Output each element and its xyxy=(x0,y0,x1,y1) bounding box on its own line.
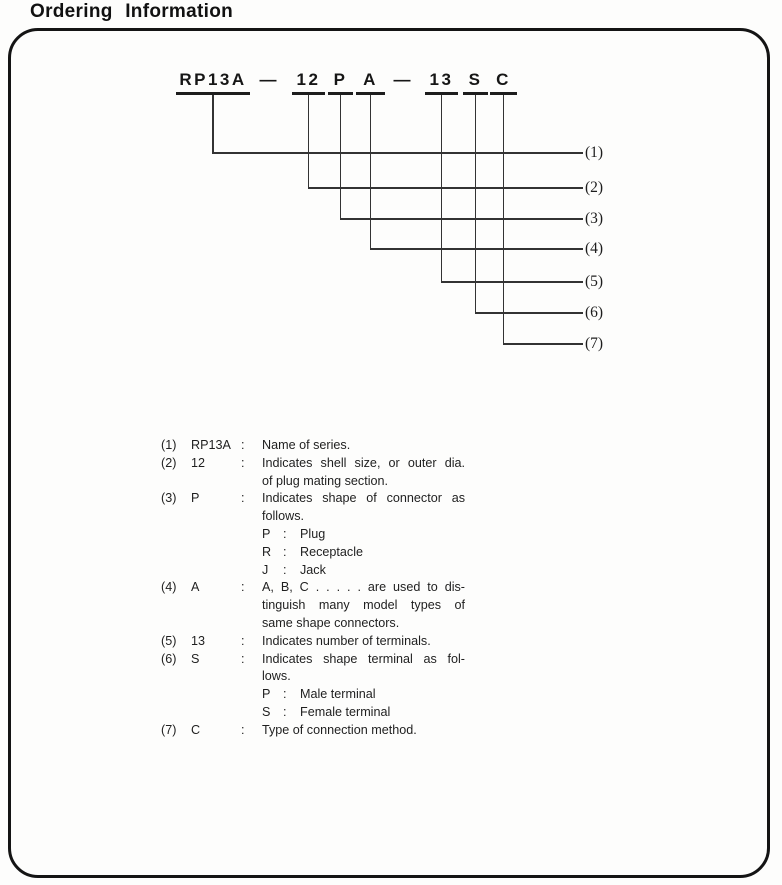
legend-entry xyxy=(161,633,465,651)
legend-description xyxy=(262,651,465,722)
callout-horizontal-line xyxy=(212,152,583,154)
legend-description-line: A, B, C . . . . . are used to dis- xyxy=(262,580,465,595)
legend-sub-value: Male terminal xyxy=(300,687,376,702)
callout-vertical-line xyxy=(340,95,342,220)
legend-entry xyxy=(161,722,465,740)
legend-description xyxy=(262,437,465,455)
part-code-segment: 12 xyxy=(296,70,321,89)
callout-label: (7) xyxy=(585,335,604,352)
legend-sub-value: Jack xyxy=(300,562,326,577)
callout-label: (3) xyxy=(585,210,604,227)
legend-colon: : xyxy=(241,651,245,666)
callout-label: (2) xyxy=(585,179,604,196)
legend-description-line: Name of series. xyxy=(262,438,351,452)
legend-number: (2) xyxy=(161,455,177,470)
legend-sub-colon: : xyxy=(283,687,287,702)
legend-colon: : xyxy=(241,455,245,470)
legend-list xyxy=(161,437,465,740)
callout-vertical-line xyxy=(212,95,214,154)
legend-code: P xyxy=(191,491,200,506)
legend-sub-value: Female terminal xyxy=(300,704,391,719)
legend-sub-item xyxy=(262,544,465,562)
legend-sub-colon: : xyxy=(283,704,287,719)
legend-description-line: lows. xyxy=(262,669,291,684)
legend-code: RP13A xyxy=(191,438,231,452)
callout-label: (6) xyxy=(585,304,604,321)
legend-entry xyxy=(161,490,465,579)
legend-sub-colon: : xyxy=(283,562,287,577)
legend-sub-key: P xyxy=(262,526,271,541)
legend-sub-item xyxy=(262,686,465,704)
callout-vertical-line xyxy=(308,95,310,189)
legend-sub-colon: : xyxy=(283,544,287,559)
legend-entry xyxy=(161,579,465,632)
page-title: Ordering Information xyxy=(30,1,233,22)
callout-horizontal-line xyxy=(308,187,583,189)
legend-sub-key: S xyxy=(262,704,271,719)
legend-description xyxy=(262,455,465,491)
legend-number: (4) xyxy=(161,580,177,595)
part-code-separator: — xyxy=(259,70,277,89)
part-code-segment: RP13A xyxy=(179,70,247,89)
legend-number: (3) xyxy=(161,491,177,506)
part-code-segment: A xyxy=(363,70,378,89)
legend-description-line: tinguish many model types of xyxy=(262,598,465,613)
part-code-segment: C xyxy=(496,70,511,89)
callout-horizontal-line xyxy=(441,281,583,283)
legend-number: (1) xyxy=(161,438,177,452)
legend-entry xyxy=(161,651,465,722)
part-code-segment: 13 xyxy=(429,70,454,89)
legend-colon: : xyxy=(241,633,245,648)
callout-vertical-line xyxy=(370,95,372,250)
callout-vertical-line xyxy=(503,95,505,345)
legend-description-line: follows. xyxy=(262,509,304,524)
callout-horizontal-line xyxy=(475,312,583,314)
legend-colon: : xyxy=(241,438,245,452)
callout-vertical-line xyxy=(441,95,443,283)
legend-number: (5) xyxy=(161,633,177,648)
callout-label: (1) xyxy=(585,144,604,161)
legend-sub-value: Plug xyxy=(300,526,326,541)
legend-sub-value: Receptacle xyxy=(300,544,364,559)
legend-description xyxy=(262,490,465,579)
callout-horizontal-line xyxy=(503,343,583,345)
legend-sub-colon: : xyxy=(283,526,287,541)
legend-code: S xyxy=(191,651,200,666)
legend-sub-key: P xyxy=(262,687,271,702)
legend-sub-item xyxy=(262,526,465,544)
legend-description-line: Indicates shape of connector as xyxy=(262,491,465,506)
legend-code: A xyxy=(191,580,200,595)
legend-colon: : xyxy=(241,580,245,595)
legend-sub-key: R xyxy=(262,544,272,559)
legend-sub-item xyxy=(262,704,465,722)
part-code-segment: P xyxy=(333,70,348,89)
legend-number: (7) xyxy=(161,722,177,737)
legend-colon: : xyxy=(241,491,245,506)
callout-label: (5) xyxy=(585,273,604,290)
legend-description xyxy=(262,722,465,740)
callout-label: (4) xyxy=(585,240,604,257)
legend-code: 12 xyxy=(191,455,206,470)
legend-entry xyxy=(161,437,465,455)
legend-description-line: of plug mating section. xyxy=(262,473,389,488)
legend-sub-item xyxy=(262,562,465,580)
legend-code: 13 xyxy=(191,633,206,648)
legend-description-line: Indicates shape terminal as fol- xyxy=(262,651,465,666)
legend-description-line: Indicates number of terminals. xyxy=(262,633,431,648)
part-code-segment: S xyxy=(468,70,483,89)
legend-description-line: same shape connectors. xyxy=(262,615,400,630)
legend-sub-key: J xyxy=(262,562,269,577)
callout-horizontal-line xyxy=(370,248,583,250)
legend-number: (6) xyxy=(161,651,177,666)
part-code-separator: — xyxy=(393,70,411,89)
legend-description xyxy=(262,633,465,651)
legend-description-line: Type of connection method. xyxy=(262,722,417,737)
legend-description-line: Indicates shell size, or outer dia. xyxy=(262,455,465,470)
legend-code: C xyxy=(191,722,201,737)
legend-entry xyxy=(161,455,465,491)
legend-description xyxy=(262,579,465,632)
callout-vertical-line xyxy=(475,95,477,314)
callout-horizontal-line xyxy=(340,218,583,220)
legend-colon: : xyxy=(241,722,245,737)
